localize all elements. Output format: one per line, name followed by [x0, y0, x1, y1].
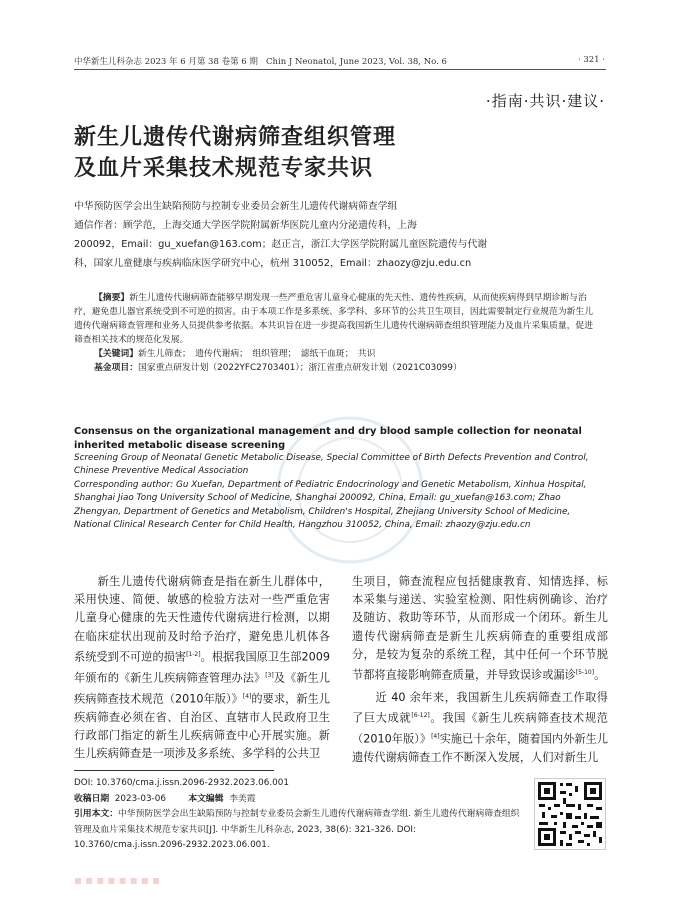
author-line-3: 200092，Email：gu_xuefan@163.com；赵正言，浙江大学医学院附属儿童医院遗传与代谢	[74, 239, 488, 250]
page-number: · 321 ·	[577, 55, 605, 65]
body-text-1b: 。根据我国原卫生部2009年颁布的《新生儿疾病筛查管理办法》	[74, 650, 330, 685]
title-line-1: 新生儿遗传代谢病筛查组织管理	[74, 125, 397, 150]
body-text-2b: 。	[594, 668, 606, 682]
keywords-row	[74, 347, 600, 361]
body-paragraph-2	[352, 689, 608, 767]
author-block	[74, 197, 614, 273]
citation-6: [4]	[431, 733, 440, 741]
body-paragraph-1-cont	[352, 573, 608, 685]
footer-rule	[74, 770, 274, 771]
abstract-paragraph	[74, 291, 600, 347]
cite-label: 引用本文：	[74, 809, 118, 819]
citation-4: [5-10]	[575, 669, 595, 677]
section-tag: ·指南·共识·建议·	[485, 92, 605, 110]
watermark-logo: ▪▪▪▪▪▪▪▪	[74, 873, 164, 887]
body-text-1c: 及《新生儿疾病筛查技术规范（2010年版）》	[74, 671, 330, 706]
fund-text: 国家重点研发计划（2022YFC2703401）；浙江省重点研发计划（2021C03099）	[138, 363, 462, 373]
body-text-3a: 近 40 余年来，我国新生儿疾病筛查工作取得了巨大成就	[352, 690, 608, 725]
body-paragraph-1	[74, 573, 330, 763]
editor-label: 本文编辑	[188, 793, 224, 804]
header-rule	[74, 69, 606, 70]
english-title: Consensus on the organizational management and dry blood sample collection for neonatal inherited metabolic disease screening	[74, 426, 582, 451]
abstract-label: 【摘要】	[94, 293, 130, 303]
editor-name: 李美霞	[229, 793, 256, 804]
body-text-1d: 的要求，新生儿疾病筛查必须在省、自治区、直辖市人民政府卫生行政部门指定的新生儿疾病筛查中心开展实施。新生儿疾病筛查是一项涉及多系统、多学科的公共卫	[74, 692, 330, 761]
fund-label: 基金项目：	[94, 363, 138, 373]
citation-5: [6-12]	[411, 712, 430, 720]
qr-code-icon[interactable]	[534, 778, 606, 850]
citation-3: [4]	[242, 692, 252, 700]
body-right-column	[352, 573, 608, 767]
title-line-2: 及血片采集技术规范专家共识	[74, 156, 374, 181]
keywords-label: 【关键词】	[94, 349, 138, 359]
body-text-3b: 。我国《新生儿疾病筛查技术规范（2010年版）》	[352, 711, 608, 746]
received-label: 收稿日期	[74, 793, 110, 804]
footer-block	[74, 776, 526, 854]
journal-en: Chin J Neonatol, June 2023, Vol. 38, No. 6	[266, 57, 447, 67]
doi-line: DOI: 10.3760/cma.j.issn.2096-2932.2023.06.001	[74, 778, 289, 788]
author-line-4: 科，国家儿童健康与疾病临床医学研究中心，杭州 310052，Email：zhaozy@zju.edu.cn	[74, 258, 472, 269]
body-text-1a: 新生儿遗传代谢病筛查是指在新生儿群体中，采用快速、简便、敏感的检验方法对一些严重危害儿童身心健康的先天性遗传代谢病进行检测，以期在临床症状出现前及时给予治疗，避免患儿机体各系统受到不可逆的损害	[74, 575, 330, 664]
received-date: 2023-03-06	[114, 793, 166, 804]
citation-2: [3]	[265, 671, 274, 679]
article-title	[74, 122, 396, 184]
author-line-2: 通信作者：顾学范，上海交通大学医学院附属新华医院儿童内分泌遗传科，上海	[74, 220, 417, 231]
author-group: 中华预防医学会出生缺陷预防与控制专业委员会新生儿遗传代谢病筛查学组	[74, 201, 398, 212]
abstract-text: 新生儿遗传代谢病筛查能够早期发现一些严重危害儿童身心健康的先天性、遗传性疾病，从而使疾病得到早期诊断与治疗，避免患儿器官系统受到不可逆的损害。由于本项工作是多系统、多学科、多环节的公共卫生项目，因此需要制定行业规范为新生儿遗传代谢病筛查管理和业务人员提供参考依据。本共识旨在进一步提高我国新生儿遗传代谢病筛查组织管理能力及血片采集质量，促进筛查相关技术的规范化发展。	[74, 293, 594, 345]
keywords-text: 新生儿筛查； 遗传代谢病； 组织管理； 滤纸干血斑； 共识	[138, 349, 376, 359]
body-text-3c: 实施已十余年，随着国内外新生儿遗传代谢病筛查工作不断深入发展，人们对新生儿	[352, 732, 608, 765]
english-group: Screening Group of Neonatal Genetic Metabolic Disease, Special Committee of Birth Defects Prevention and Control, Chinese Preventive Medical Association	[74, 453, 589, 477]
english-corresponding: Corresponding author: Gu Xuefan, Department of Pediatric Endocrinology and Genetic Metabolism, Xinhua Hospital, Shanghai Jiao Tong University School of Medicine, Shanghai 200092, China, Email: gu_xuefan@163.com; Zhao Zhengyan, Department of Genetics and Metabolism, Children's Hospital, Zhejiang University School of Medicine, National Clinical Research Center for Child Health, Hangzhou 310052, China, Email: zhaozy@zju.edu.cn	[74, 479, 587, 531]
body-text-2a: 生项目，筛查流程应包括健康教育、知情选择、标本采集与递送、实验室检测、阳性病例确诊、治疗及随访、救助等环节，从而形成一个闭环。新生儿遗传代谢病筛查是新生儿疾病筛查的重要组成部分，是较为复杂的系统工程，其中任何一个环节脱节都将直接影响筛查质量，并导致误诊或漏诊	[352, 575, 608, 682]
journal-cn: 中华新生儿科杂志 2023 年 6 月第 38 卷第 6 期	[74, 57, 258, 67]
citation-block	[74, 807, 526, 854]
body-left-column	[74, 573, 330, 763]
running-header-left	[74, 55, 447, 67]
english-block	[74, 425, 604, 532]
citation-1: [1-2]	[186, 650, 201, 658]
abstract-block	[74, 291, 600, 375]
cite-text: 中华预防医学会出生缺陷预防与控制专业委员会新生儿遗传代谢病筛查学组. 新生儿遗传代谢病筛查组织管理及血片采集技术规范专家共识[J]. 中华新生儿科杂志, 2023, 38(6): 321-326. DOI: 10.3760/cma.j.issn.2096-2932.2023.06.001.	[74, 809, 520, 850]
fund-row	[74, 361, 600, 375]
dates-line	[74, 792, 526, 808]
